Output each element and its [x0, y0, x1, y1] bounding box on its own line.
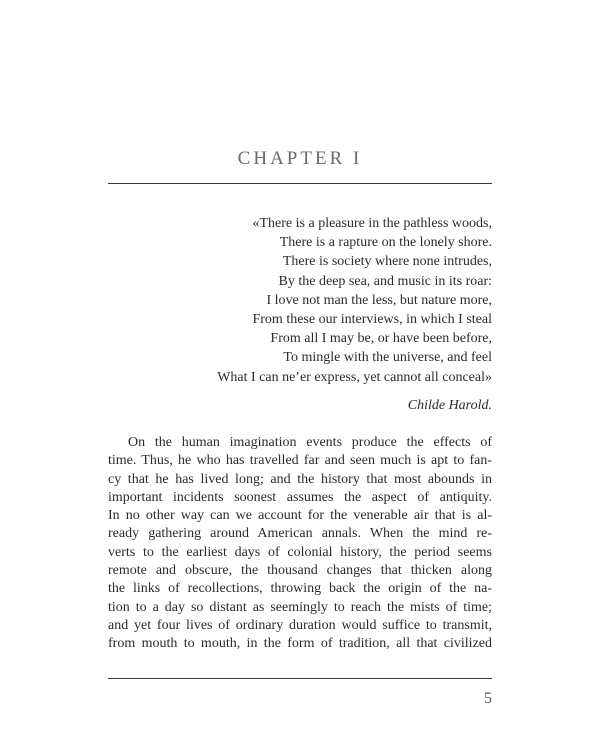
body-line: In no other way can we account for the venerable air that is al-	[108, 508, 492, 524]
body-line: from mouth to mouth, in the form of tradition, all that civilized	[108, 636, 492, 652]
page-number: 5	[484, 690, 492, 707]
body-line: verts to the earliest days of colonial history, the period seems	[108, 544, 492, 560]
body-line: cy that he has lived long; and the history that most abounds in	[108, 471, 492, 487]
epigraph-line: There is society where none intrudes,	[282, 254, 492, 270]
chapter-rule	[108, 183, 492, 184]
chapter-title: CHAPTER I	[237, 148, 363, 169]
body-line: On the human imagination events produce the effects of	[128, 435, 492, 450]
body-line: ready gathering around American annals. When the mind re-	[108, 526, 492, 542]
epigraph-line: By the deep sea, and music in its roar:	[278, 273, 492, 289]
epigraph-line: «There is a pleasure in the pathless woods,	[252, 216, 492, 231]
body-paragraph	[108, 434, 492, 654]
epigraph-attribution: Childe Harold.	[407, 398, 492, 413]
body-line: remote and obscure, the thousand changes that thicken along	[108, 563, 492, 579]
epigraph-line: To mingle with the universe, and feel	[283, 350, 492, 366]
epigraph-line: I love not man the less, but nature more,	[266, 292, 492, 308]
body-line: tion to a day so distant as seemingly to reach the mists of time;	[108, 599, 492, 615]
epigraph-line: From all I may be, or have been before,	[270, 331, 492, 347]
footer-rule	[108, 678, 492, 679]
body-line: important incidents soonest assumes the aspect of antiquity.	[108, 489, 492, 505]
epigraph-line: What I can ne’er express, yet cannot all conceal»	[217, 369, 492, 385]
body-line: time. Thus, he who has travelled far and seen much is apt to fan-	[108, 453, 492, 469]
epigraph-line: From these our interviews, in which I steal	[252, 312, 492, 328]
epigraph-line: There is a rapture on the lonely shore.	[279, 235, 492, 251]
body-line: and yet four lives of ordinary duration would suffice to transmit,	[108, 617, 492, 633]
body-line: the links of recollections, throwing back the origin of the na-	[108, 581, 492, 597]
epigraph-verse	[108, 214, 492, 387]
